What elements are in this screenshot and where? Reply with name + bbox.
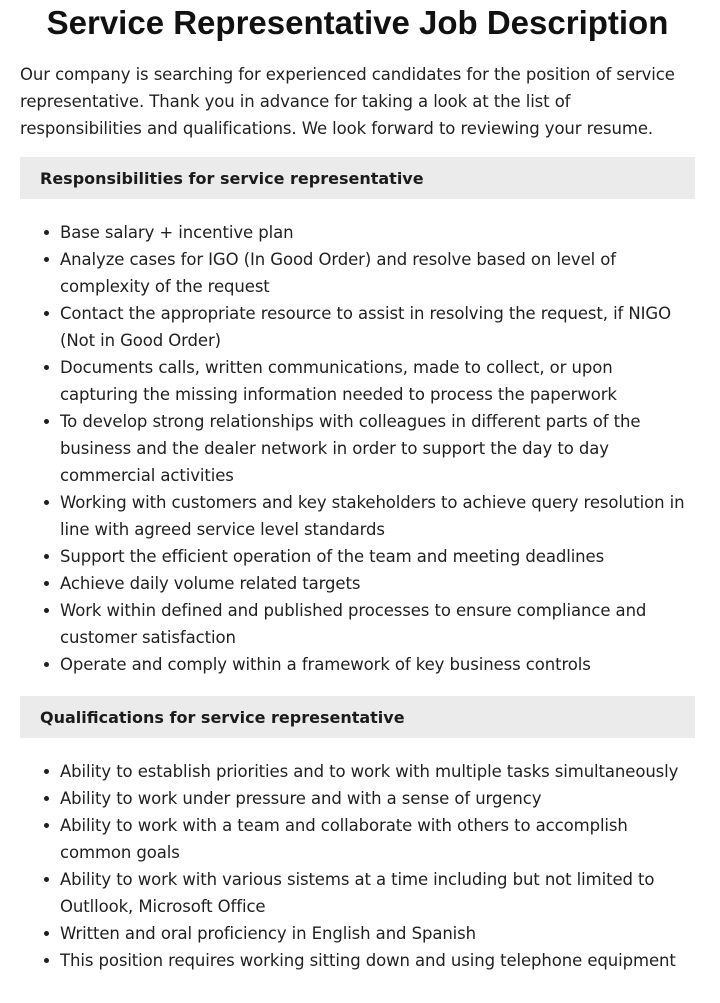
qualifications-heading: Qualifications for service representative <box>20 696 695 738</box>
list-item: Operate and comply within a framework of key business controls <box>60 651 695 678</box>
list-item: Contact the appropriate resource to assist in resolving the request, if NIGO (Not in Good Order) <box>60 300 695 354</box>
list-item: This position requires working sitting down and using telephone equipment <box>60 947 695 974</box>
responsibilities-heading: Responsibilities for service representative <box>20 157 695 199</box>
list-item: Base salary + incentive plan <box>60 219 695 246</box>
list-item: Ability to work under pressure and with a sense of urgency <box>60 785 695 812</box>
job-description-page <box>20 0 695 974</box>
intro-paragraph: Our company is searching for experienced candidates for the position of service representative. Thank you in advance for taking a look at the list of responsibilities and qualifications. We look forward to reviewing your resume. <box>20 65 675 138</box>
list-item: Ability to work with various sistems at a time including but not limited to Outllook, Microsoft Office <box>60 866 695 920</box>
list-item: Achieve daily volume related targets <box>60 570 695 597</box>
list-item: Written and oral proficiency in English and Spanish <box>60 920 695 947</box>
list-item: Working with customers and key stakeholders to achieve query resolution in line with agreed service level standards <box>60 489 695 543</box>
list-item: To develop strong relationships with colleagues in different parts of the business and the dealer network in order to support the day to day commercial activities <box>60 408 695 489</box>
list-item: Ability to work with a team and collaborate with others to accomplish common goals <box>60 812 695 866</box>
list-item: Ability to establish priorities and to work with multiple tasks simultaneously <box>60 758 695 785</box>
list-item: Documents calls, written communications, made to collect, or upon capturing the missing information needed to process the paperwork <box>60 354 695 408</box>
list-item: Support the efficient operation of the team and meeting deadlines <box>60 543 695 570</box>
page-title: Service Representative Job Description <box>46 4 669 41</box>
list-item: Work within defined and published processes to ensure compliance and customer satisfaction <box>60 597 695 651</box>
qualifications-list <box>20 758 695 974</box>
responsibilities-list <box>20 219 695 678</box>
list-item: Analyze cases for IGO (In Good Order) and resolve based on level of complexity of the request <box>60 246 695 300</box>
